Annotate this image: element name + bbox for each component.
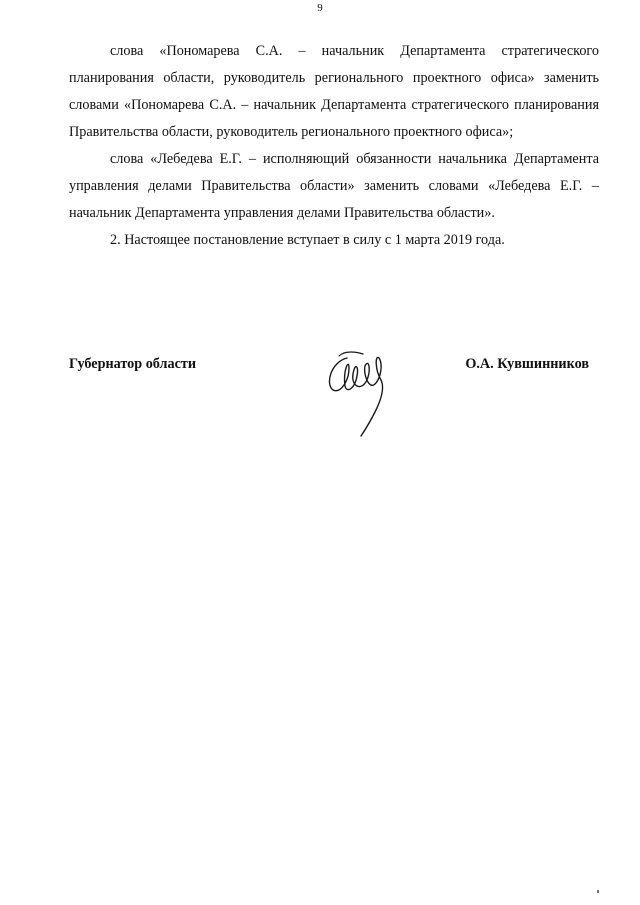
- paragraph-effective-date: 2. Настоящее постановление вступает в силу с 1 марта 2019 года.: [110, 232, 505, 248]
- signer-name: О.А. Кувшинников: [465, 356, 589, 372]
- paragraph-lebedeva: слова «Лебедева Е.Г. – исполняющий обязанности начальника Департамента управления делами Правительства области» заменить словами «Лебедева Е.Г. – начальник Департамента управления делами Правительства области».: [69, 151, 599, 221]
- document-body: [69, 38, 599, 254]
- page-number: 9: [317, 2, 323, 14]
- handwritten-signature: [319, 340, 409, 440]
- scan-mark: [597, 890, 599, 893]
- paragraph-ponomareva: слова «Пономарева С.А. – начальник Департамента стратегического планирования области, руководитель регионального проектного офиса» заменить словами «Пономарева С.А. – начальник Департамента стратегического планирования Правительства области, руководитель регионального проектного офиса»;: [69, 43, 599, 140]
- signer-title: Губернатор области: [69, 356, 197, 372]
- signature-block: [69, 340, 599, 440]
